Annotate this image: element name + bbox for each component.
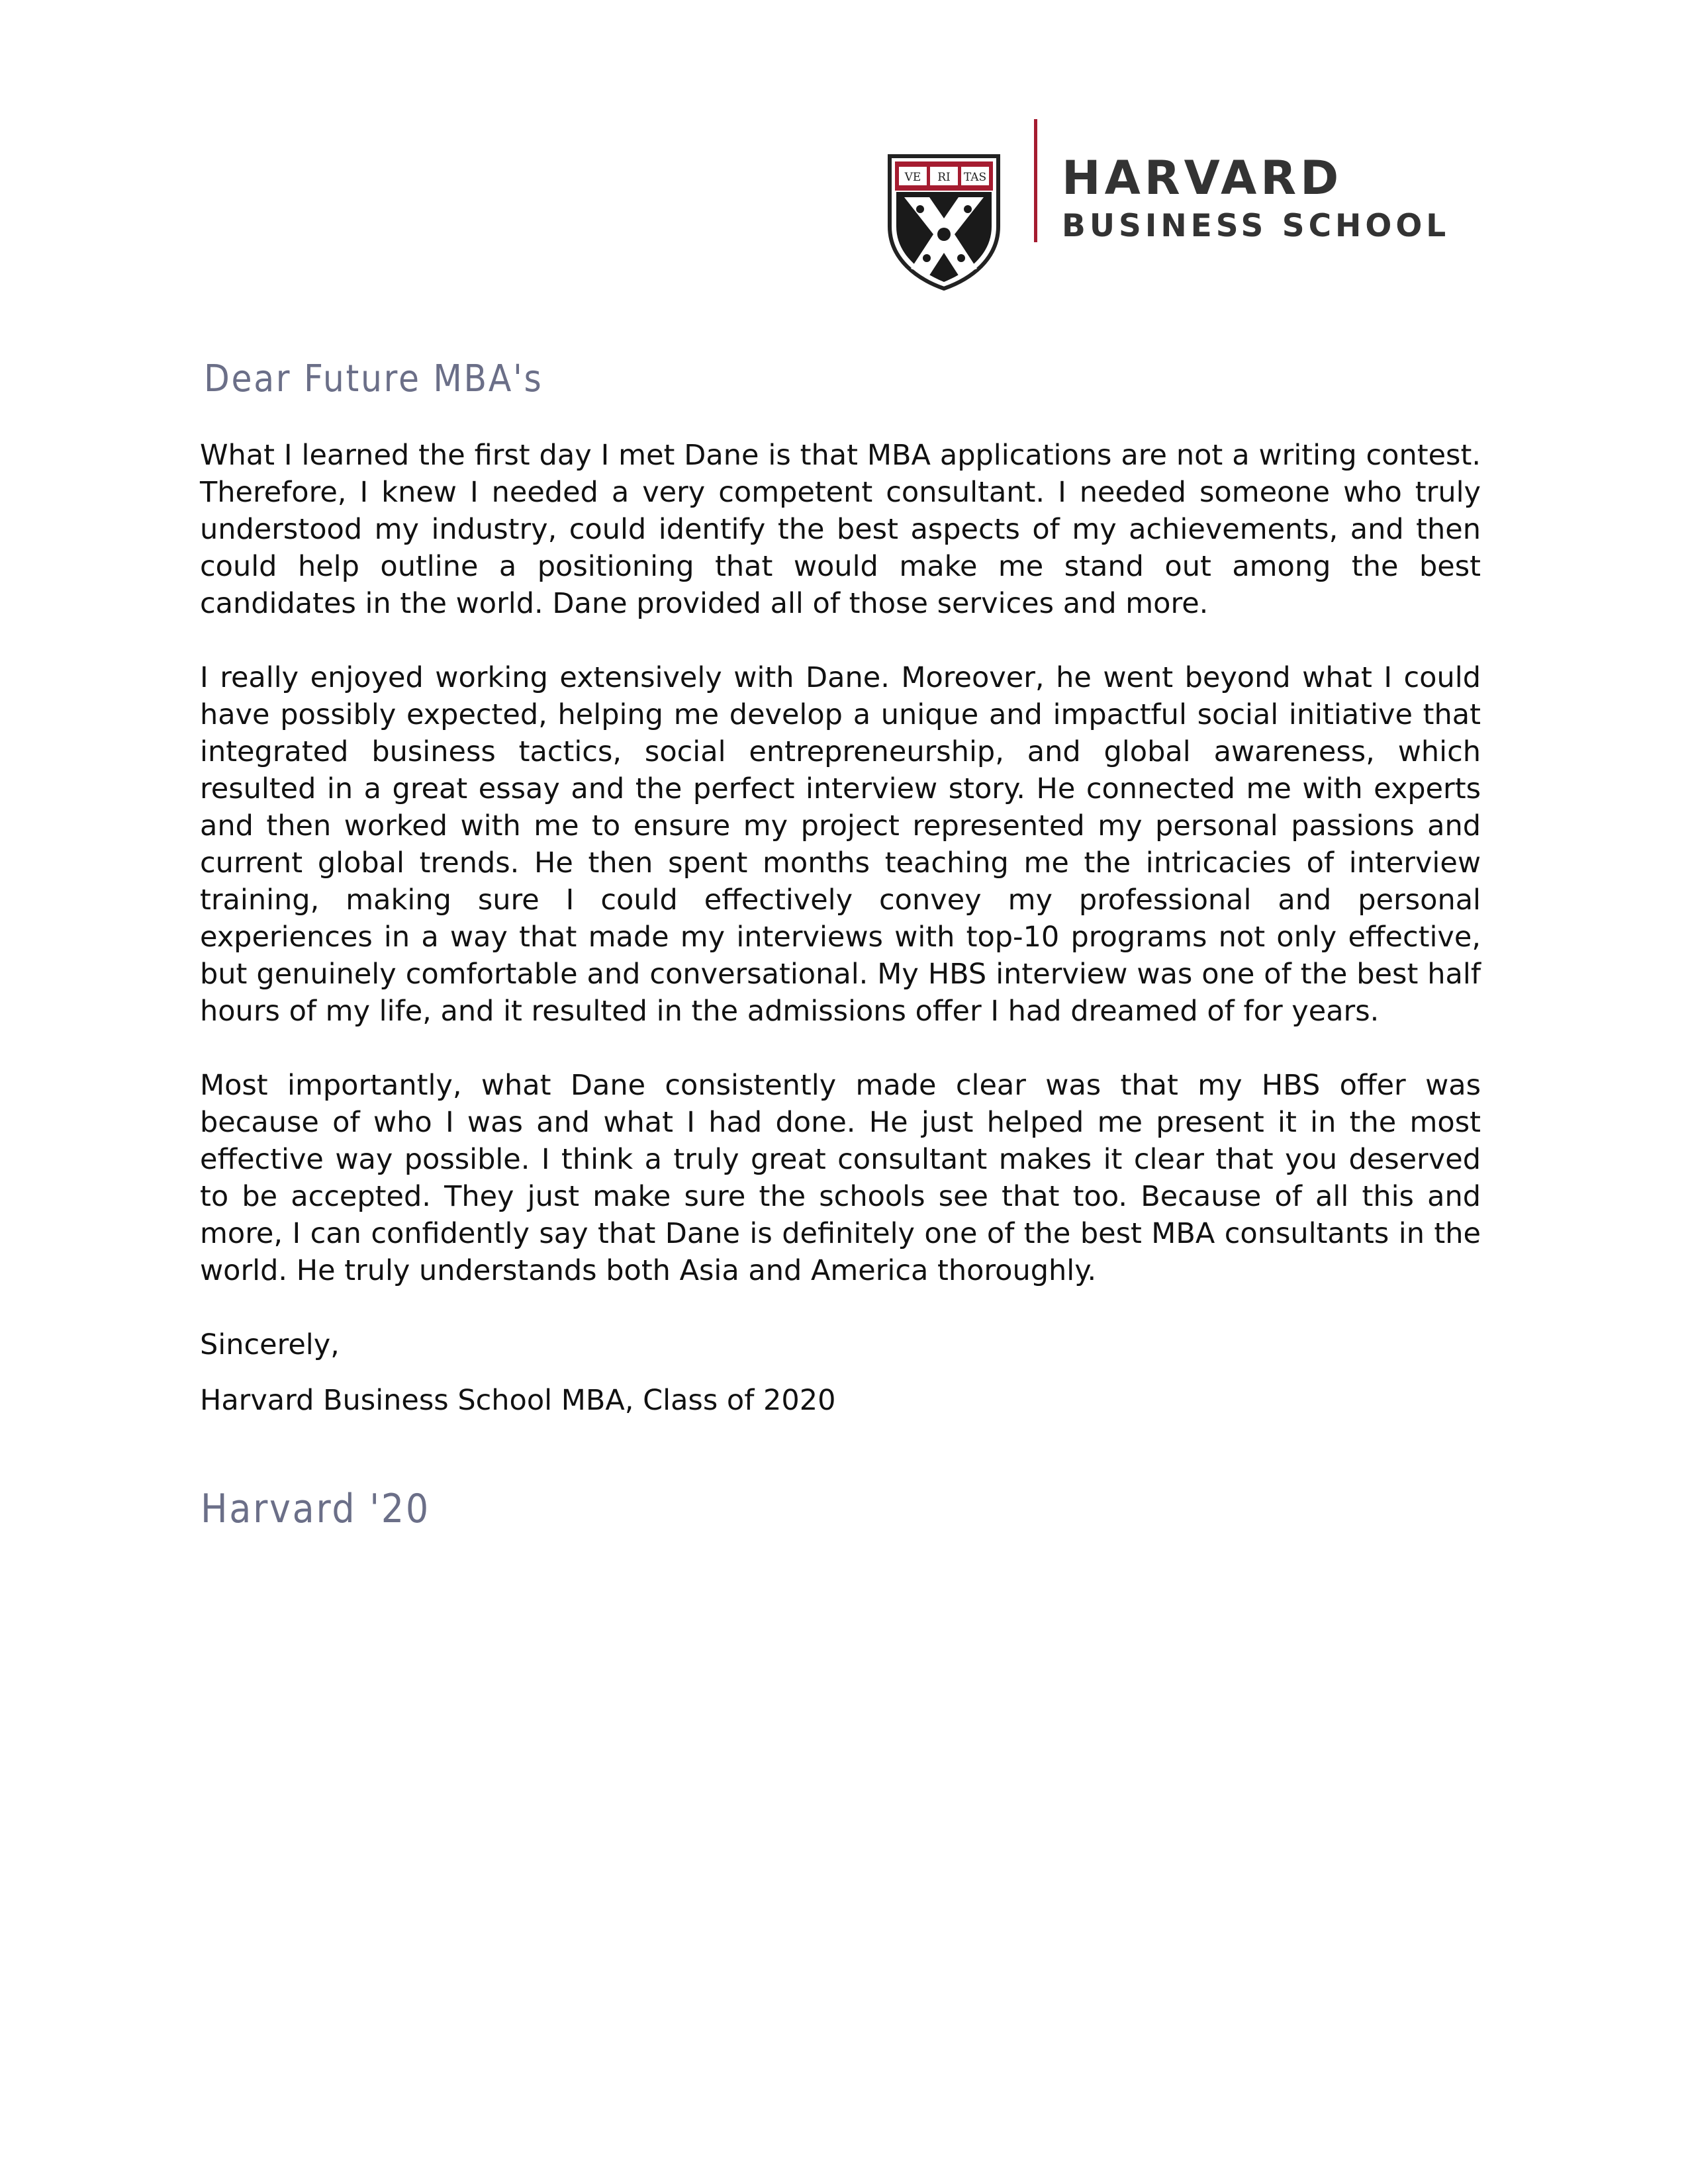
paragraph-3: Most importantly, what Dane consistently made clear was that my HBS offer was because of who I was and what I had done. He just helped me present it in the most effective way possible. I think a truly great consultant makes it clear that you deserved to be accepted. They just make sure the schools see that too. Because of all this and more, I can confidently say that Dane is definitely one of the best MBA consultants in the world. He truly understands both Asia and America thoroughly. [200,1069,1481,1287]
hbs-logo [886,118,1481,296]
signature-line: Harvard Business School MBA, Class of 2020 [200,1384,836,1417]
logo-business-school: BUSINESS SCHOOL [1062,208,1450,244]
logo-harvard: HARVARD [1062,151,1343,205]
handwritten-signature: Harvard '20 [201,1486,430,1532]
closing: Sincerely, [200,1328,340,1361]
paragraph-1: What I learned the first day I met Dane is that MBA applications are not a writing contest. Therefore, I knew I needed a very competent consultant. I needed someone who truly understood my industry, could identify the best aspects of my achievements, and then could help outline a positioning that would make me stand out among the best candidates in the world. Dane provided all of those services and more. [200,439,1481,620]
paragraph-2: I really enjoyed working extensively with Dane. Moreover, he went beyond what I could have possibly expected, helping me develop a unique and impactful social initiative that integrated business tactics, social entrepreneurship, and global awareness, which resulted in a great essay and the perfect interview story. He connected me with experts and then worked with me to ensure my project represented my personal passions and current global trends. He then spent months teaching me the intricacies of interview training, making sure I could effectively convey my professional and personal experiences in a way that made my interviews with top-10 programs not only effective, but genuinely comfortable and conversational. My HBS interview was one of the best half hours of my life, and it resulted in the admissions offer I had dreamed of for years. [200,661,1481,1028]
shield-text-ve: VE [904,171,921,184]
handwritten-salutation: Dear Future MBA's [204,357,543,400]
shield-icon [886,152,1002,291]
shield-text-tas: TAS [963,171,987,184]
letter-body [200,437,1481,1437]
logo-divider [1034,119,1037,242]
shield-text-ri: RI [937,171,951,184]
